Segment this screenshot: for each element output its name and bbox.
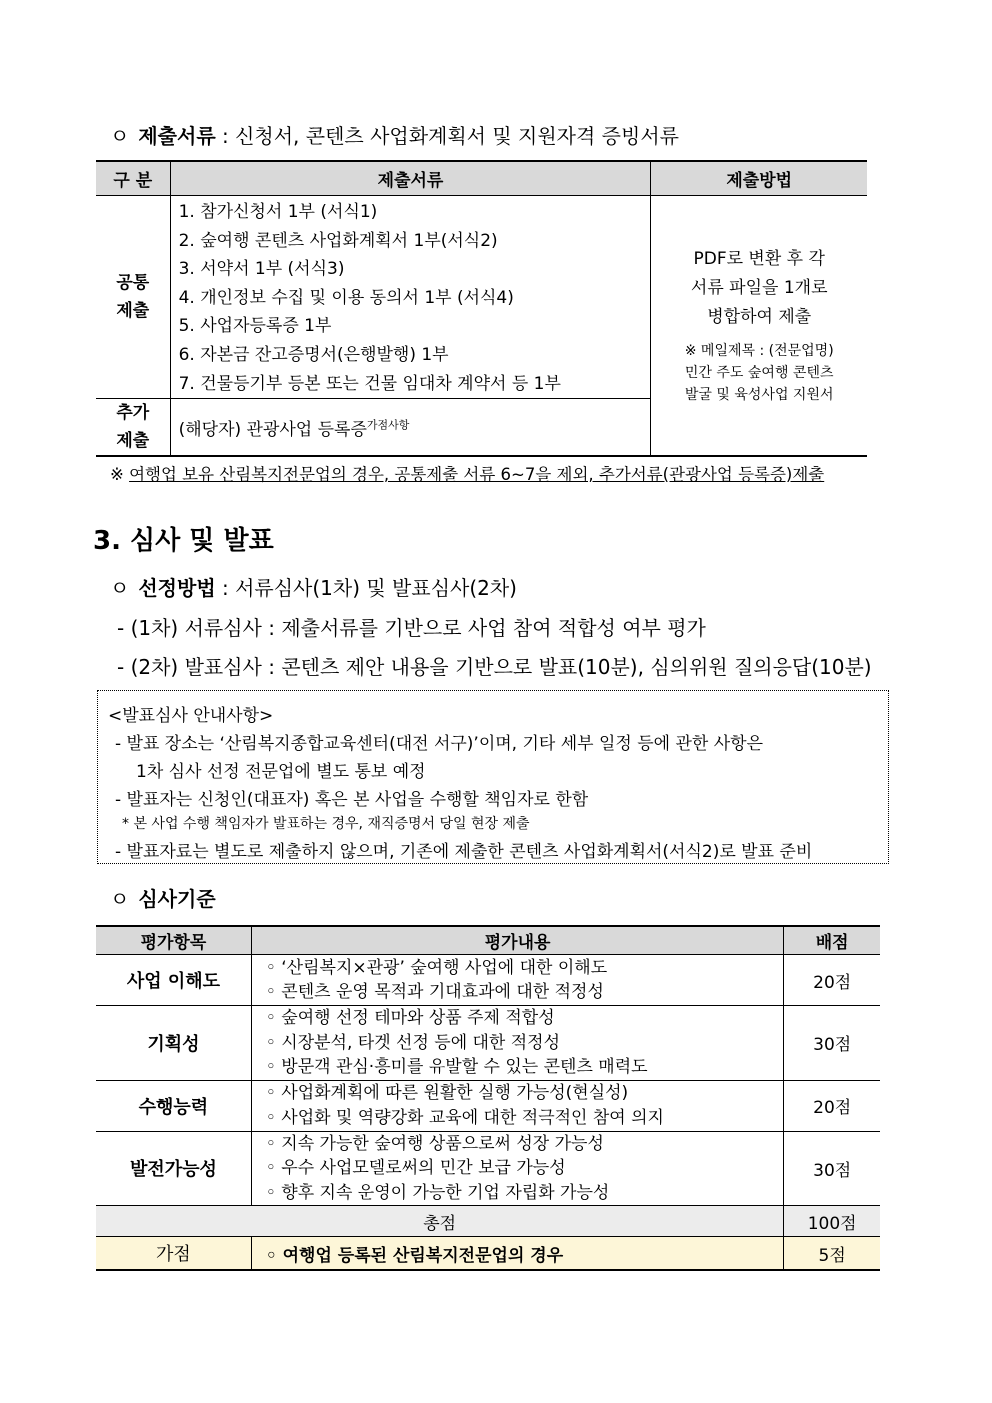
- content-line: ◦ 사업화계획에 따른 원활한 실행 가능성(현실성): [265, 1083, 629, 1103]
- notice-line2: - 발표자는 신청인(대표자) 혹은 본 사업을 수행할 책임자로 한함: [115, 790, 589, 810]
- header-method: 제출방법: [651, 161, 867, 196]
- content-cell: [251, 1131, 784, 1206]
- item-cell: 사업 이해도: [96, 955, 251, 1006]
- list-item: 6. 자본금 잔고증명서(은행발행) 1부: [178, 344, 449, 365]
- header-item: 평가항목: [96, 926, 251, 955]
- header-score: 배점: [784, 926, 880, 955]
- method-main: PDF로 변환 후 각 서류 파일을 1개로 병합하여 제출: [690, 249, 828, 328]
- criteria-title: 심사기준: [138, 887, 216, 911]
- table-header-row: [96, 926, 880, 955]
- bonus-label: 가점: [96, 1237, 251, 1271]
- method-bullet-line: [110, 572, 517, 601]
- content-line: ◦ 사업화 및 역량강화 교육에 대한 적극적인 참여 의지: [265, 1107, 664, 1128]
- header-documents: 제출서류: [170, 161, 651, 196]
- method-label: 선정방법: [138, 576, 216, 600]
- circle-bullet: ㅇ: [110, 124, 130, 148]
- table-row: [96, 1080, 880, 1131]
- table-row: [96, 1131, 880, 1206]
- score-cell: 30점: [784, 1006, 880, 1081]
- submit-text: : 신청서, 콘텐츠 사업화계획서 및 지원자격 증빙서류: [215, 124, 679, 148]
- content-line: ◦ 지속 가능한 숲여행 상품으로써 성장 가능성: [265, 1133, 604, 1154]
- content-cell: [251, 1080, 784, 1131]
- table-row: [96, 1006, 880, 1081]
- section-title: 3. 심사 및 발표: [93, 526, 274, 556]
- step1-text: - (1차) 서류심사 : 제출서류를 기반으로 사업 참여 적합성 여부 평가: [117, 616, 706, 640]
- common-row: [96, 196, 867, 399]
- score-cell: 30점: [784, 1131, 880, 1206]
- list-item: 1. 참가신청서 1부 (서식1): [178, 202, 378, 222]
- extra-item: (해당자) 관광사업 등록증: [178, 419, 367, 440]
- extra-label: 추가 제출: [96, 399, 170, 457]
- content-line: ◦ ‘산림복지×관광’ 숲여행 사업에 대한 이해도: [265, 957, 608, 978]
- item-cell: 수행능력: [96, 1080, 251, 1131]
- list-item: 4. 개인정보 수집 및 이용 동의서 1부 (서식4): [178, 287, 514, 308]
- footnote: [110, 461, 824, 485]
- list-item: 7. 건물등기부 등본 또는 건물 임대차 계약서 등 1부: [178, 373, 561, 394]
- notice-line1b: 1차 심사 선정 전문업에 별도 통보 예정: [136, 762, 426, 782]
- content-line: ◦ 방문객 관심·흥미를 유발할 수 있는 콘텐츠 매력도: [265, 1057, 648, 1077]
- score-cell: 20점: [784, 955, 880, 1006]
- table-header-row: [96, 161, 867, 196]
- footnote-text: 여행업 보유 산림복지전문업의 경우, 공통제출 서류 6~7을 제외, 추가서류(관광사업 등록증)제출: [129, 465, 825, 484]
- notice-box: [97, 690, 889, 864]
- header-category: 구 분: [96, 161, 170, 196]
- content-line: ◦ 시장분석, 타겟 선정 등에 대한 적정성: [265, 1032, 561, 1053]
- submission-table: [96, 160, 867, 457]
- header-content: 평가내용: [251, 926, 784, 955]
- table-row: [96, 955, 880, 1006]
- list-item: 3. 서약서 1부 (서식3): [178, 259, 345, 280]
- item-cell: 기획성: [96, 1006, 251, 1081]
- common-label: 공통 제출: [96, 196, 170, 399]
- extra-item-cell: [170, 399, 651, 457]
- notice-line1: - 발표 장소는 ‘산림복지종합교육센터(대전 서구)’이며, 기타 세부 일정 등에 관한 사항은: [115, 734, 763, 754]
- content-line: ◦ 우수 사업모델로써의 민간 보급 가능성: [265, 1158, 566, 1178]
- score-cell: 20점: [784, 1080, 880, 1131]
- content-line: ◦ 콘텐츠 운영 목적과 기대효과에 대한 적정성: [265, 982, 604, 1002]
- list-item: 5. 사업자등록증 1부: [178, 316, 332, 337]
- content-line: ◦ 향후 지속 운영이 가능한 기업 자립화 가능성: [265, 1182, 610, 1203]
- total-label: 총점: [96, 1206, 784, 1237]
- content-line: ◦ 숲여행 선정 테마와 상품 주제 적합성: [265, 1008, 555, 1028]
- bonus-row: [96, 1237, 880, 1271]
- circle-bullet: ㅇ: [110, 576, 130, 600]
- extra-sup: 가점사항: [366, 418, 410, 431]
- notice-title: <발표심사 안내사항>: [108, 706, 274, 726]
- notice-line2-note: * 본 사업 수행 책임자가 발표하는 경우, 재직증명서 당일 현장 제출: [122, 816, 530, 832]
- content-cell: [251, 955, 784, 1006]
- total-row: [96, 1206, 880, 1237]
- content-cell: [251, 1006, 784, 1081]
- item-cell: 발전가능성: [96, 1131, 251, 1206]
- method-note: ※ 메일제목 : (전문업명) 민간 주도 숲여행 콘텐츠 발굴 및 육성사업 지원서: [684, 343, 834, 404]
- list-item: 2. 숲여행 콘텐츠 사업화계획서 1부(서식2): [178, 230, 498, 251]
- submit-label: 제출서류: [138, 124, 216, 148]
- notice-line3: - 발표자료는 별도로 제출하지 않으며, 기존에 제출한 콘텐츠 사업화계획서(서식2)로 발표 준비: [115, 842, 813, 862]
- step2-text: - (2차) 발표심사 : 콘텐츠 제안 내용을 기반으로 발표(10분), 심의위원 질의응답(10분): [117, 655, 872, 679]
- bonus-score: 5점: [784, 1237, 880, 1271]
- method-cell: [651, 196, 867, 457]
- submit-bullet-line: [110, 120, 679, 149]
- common-list: [170, 196, 651, 399]
- total-score: 100점: [784, 1206, 880, 1237]
- criteria-bullet-line: [110, 883, 216, 912]
- footnote-mark: ※: [110, 465, 124, 484]
- criteria-table: [96, 925, 880, 1271]
- circle-bullet: ㅇ: [110, 887, 130, 911]
- bonus-text: ◦ 여행업 등록된 산림복지전문업의 경우: [251, 1237, 784, 1271]
- method-text: : 서류심사(1차) 및 발표심사(2차): [215, 576, 517, 600]
